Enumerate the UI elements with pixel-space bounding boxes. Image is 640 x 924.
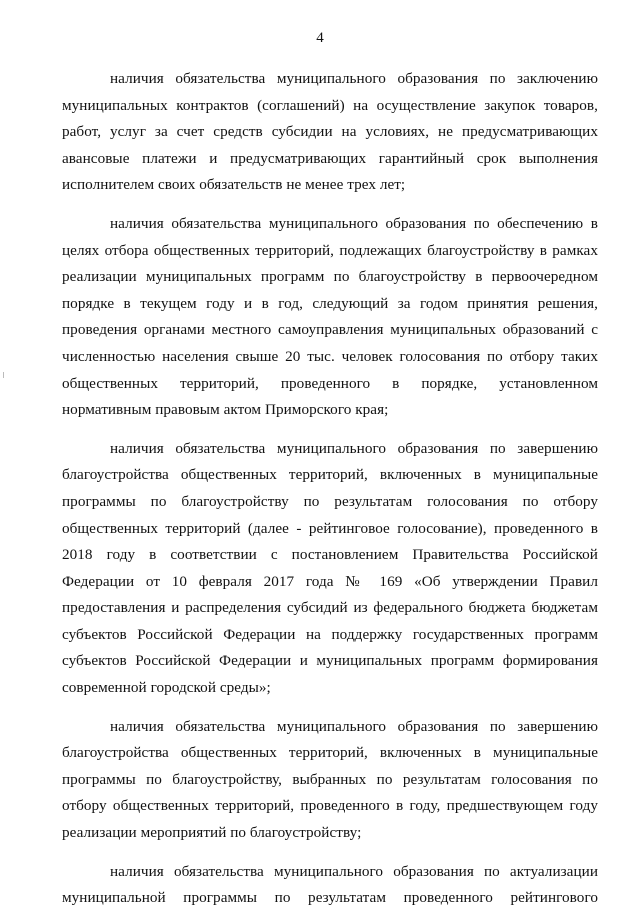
paragraph-contracts: наличия обязательства муниципального образования по заключению муниципальных контрактов (соглашений) на осуществление закупок товаров, работ, услуг за счет средств субсидии на условиях, не предусматривающих авансовые платежи и предусматривающих гарантийный срок выполнения исполнителем своих обязательств не менее трех лет; [62, 70, 598, 194]
paragraph-program-update: наличия обязательства муниципального образования по актуализации муниципальной программы по результатам проведенного рейтингового [62, 862, 598, 907]
page-number: 4 [316, 30, 324, 46]
document-body [62, 66, 598, 924]
paragraph-completion-2018: наличия обязательства муниципального образования по завершению благоустройства общественных территорий, включенных в муниципальные программы по благоустройству по результатам голосования по отбору общественных территорий (далее - рейтинговое голосование), проведенного в 2018 году в соответствии с постановлением Правительства Российской Федерации от 10 февраля 2017 года № 169 «Об утверждении Правил предоставления и распределения субсидий из федерального бюджета бюджетам субъектов Российской Федерации на поддержку государственных программ субъектов Российской Федерации и муниципальных программ формирования современной городской среды»; [62, 439, 598, 697]
paragraph-territory-voting: наличия обязательства муниципального образования по обеспечению в целях отбора общественных территорий, подлежащих благоустройству в рамках реализации муниципальных программ по благоустройству в первоочередном порядке в текущем году и в год, следующий за годом принятия решения, проведения органами местного самоуправления муниципальных образований с численностью населения свыше 20 тыс. человек голосования по отбору таких общественных территорий, проведенного в порядке, установленном нормативным правовым актом Приморского края; [62, 214, 598, 419]
margin-mark [3, 372, 4, 378]
paragraph-completion-prior-year: наличия обязательства муниципального образования по завершению благоустройства общественных территорий, включенных в муниципальные программы по благоустройству, выбранных по результатам голосования по отбору общественных территорий, проведенного в году, предшествующем году реализации мероприятий по благоустройству; [62, 717, 598, 842]
